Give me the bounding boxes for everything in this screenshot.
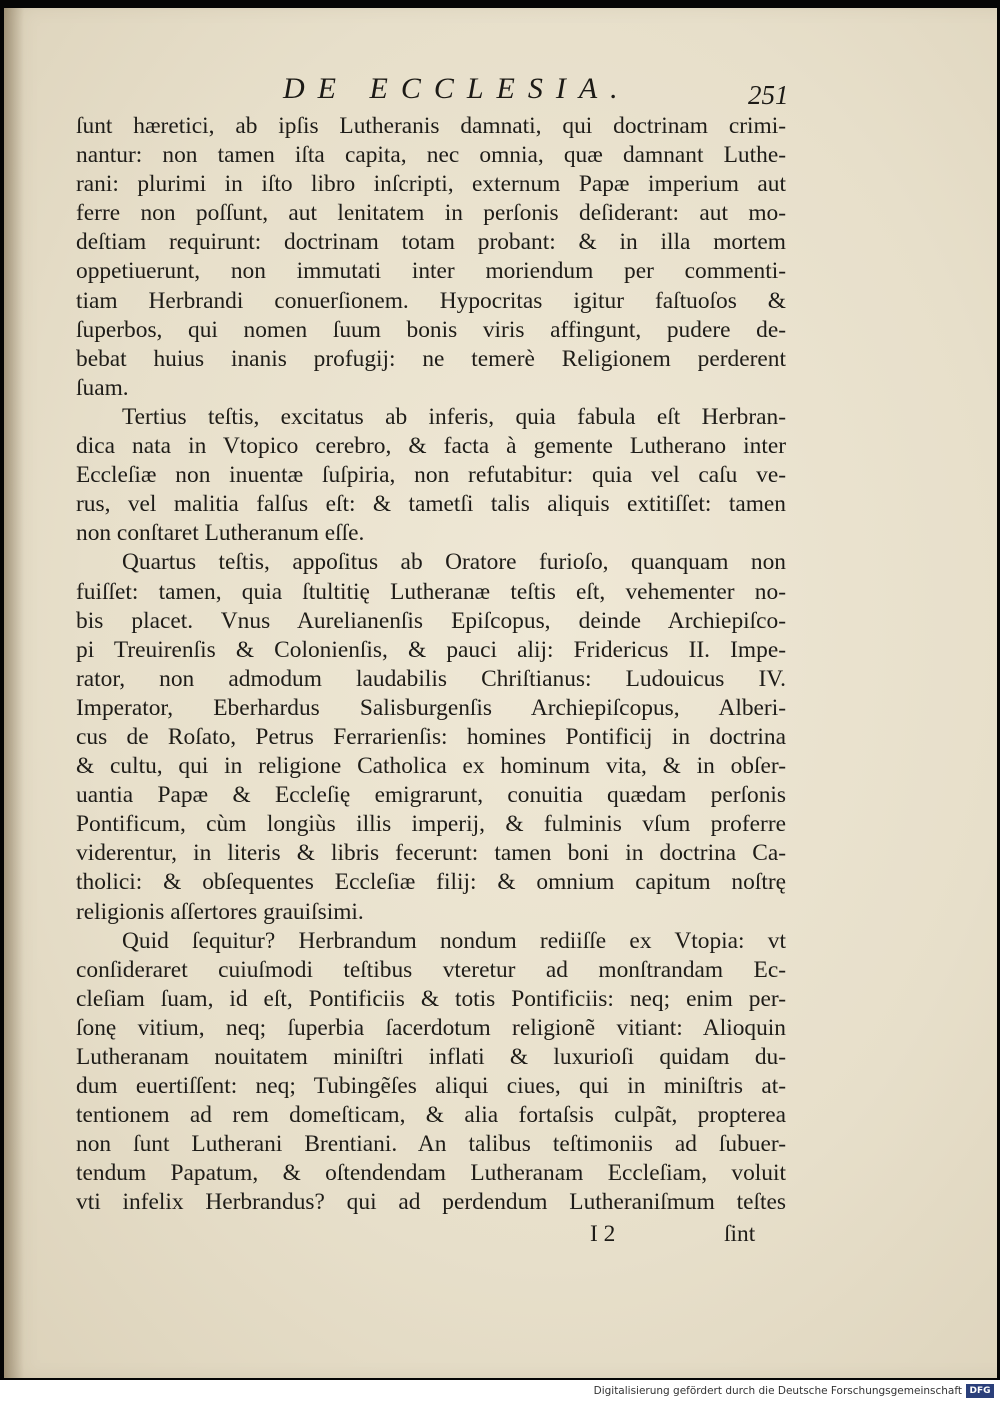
text-line: ſunt hæretici, ab ipſis Lutheranis damnati, qui doctrinam crimi- bbox=[76, 113, 786, 139]
body-text bbox=[76, 112, 786, 1218]
text-line: cus de Roſato, Petrus Ferrarienſis: homines Pontificij in doctrina bbox=[76, 723, 786, 750]
text-line: deſtiam requirunt: doctrinam totam probant: & in illa mortem bbox=[76, 229, 786, 256]
text-line: rus, vel malitia falſus eſt: & tametſi talis aliquis extitiſſet: tamen bbox=[76, 491, 786, 518]
text-line: Lutheranam nouitatem miniſtri inflati & luxurioſi quidam du- bbox=[76, 1044, 786, 1070]
text-line: tendum Papatum, & oſtendendam Lutheranam Eccleſiam, voluit bbox=[76, 1160, 786, 1187]
text-line: Eccleſiæ non inuentæ ſuſpiria, non refutabitur: quia vel caſu ve- bbox=[76, 462, 786, 489]
text-line: Pontificum, cùm longiùs illis imperij, & fulminis vſum proferre bbox=[76, 811, 786, 838]
digitization-note: Digitalisierung gefördert durch die Deutsche Forschungsgemeinschaft bbox=[593, 1385, 962, 1397]
text-line: vti infelix Herbrandus? qui ad perdendum Lutheraniſmum teſtes bbox=[76, 1189, 786, 1216]
text-line: ſuperbos, qui nomen ſuum bonis viris affingunt, pudere de- bbox=[76, 316, 786, 343]
text-line: fuiſſet: tamen, quia ſtultitię Lutheranæ teſtis eſt, vehementer no- bbox=[76, 578, 786, 605]
text-line: tholici: & obſequentes Eccleſiæ filij: & omnium capitum noſtrę bbox=[76, 869, 786, 896]
text-line: uantia Papæ & Eccleſię emigrarunt, conuitia quædam perſonis bbox=[76, 782, 786, 809]
text-line: tentionem ad rem domeſticam, & alia fortaſsis culpãt, propterea bbox=[76, 1102, 786, 1129]
text-line: bis placet. Vnus Aurelianenſis Epiſcopus, deinde Archiepiſco- bbox=[76, 607, 786, 634]
text-line: ſuam. bbox=[76, 374, 129, 401]
text-line: viderentur, in literis & libris fecerunt: tamen boni in doctrina Ca- bbox=[76, 840, 786, 867]
catchword: ſint bbox=[724, 1221, 756, 1247]
text-line: bebat huius inanis profugij: ne temerè Religionem perderent bbox=[76, 345, 786, 372]
text-line: rani: plurimi in iſto libro inſcripti, externum Papæ imperium aut bbox=[76, 171, 786, 198]
text-line: rator, non admodum laudabilis Chriſtianus: Ludouicus IV. bbox=[76, 665, 786, 692]
text-line: ſonę vitium, neq; ſuperbia ſacerdotum religionẽ vitiant: Alioquin bbox=[76, 1014, 786, 1041]
text-line: conſideraret cuiuſmodi teſtibus vteretur ad monſtrandam Ec- bbox=[76, 956, 786, 983]
paragraph-start-line: Quid ſequitur? Herbrandum nondum rediiſſe ex Vtopia: vt bbox=[122, 927, 786, 954]
paragraph-start-line: Quartus teſtis, appoſitus ab Oratore furioſo, quanquam non bbox=[122, 549, 786, 576]
text-line: & cultu, qui in religione Catholica ex hominum vita, & in obſer- bbox=[76, 753, 786, 780]
signature-mark: I 2 bbox=[590, 1221, 616, 1247]
text-line: religionis aſſertores grauiſsimi. bbox=[76, 898, 364, 925]
text-line: dica nata in Vtopico cerebro, & facta à gemente Lutherano inter bbox=[76, 433, 786, 460]
text-line: cleſiam ſuam, id eſt, Pontificiis & totis Pontificiis: neq; enim per- bbox=[76, 985, 786, 1012]
text-line: Imperator, Eberhardus Salisburgenſis Archiepiſcopus, Alberi- bbox=[76, 694, 786, 721]
text-line: pi Treuirenſis & Colonienſis, & pauci alij: Fridericus II. Impe- bbox=[76, 636, 786, 663]
page-number: 251 bbox=[748, 80, 789, 110]
paragraph-start-line: Tertius teſtis, excitatus ab inferis, quia fabula eſt Herbran- bbox=[122, 403, 786, 430]
page-gutter-shadow bbox=[4, 8, 24, 1378]
text-line: tiam Herbrandi conuerſionem. Hypocritas igitur faſtuoſos & bbox=[76, 287, 786, 314]
text-line: ferre non poſſunt, aut lenitatem in perſonis deſiderant: aut mo- bbox=[76, 200, 786, 227]
text-line: non conſtaret Lutheranum eſſe. bbox=[76, 520, 365, 547]
running-head: DE ECCLESIA. bbox=[283, 72, 631, 105]
text-line: non ſunt Lutherani Brentiani. An talibus teſtimoniis ad ſubuer- bbox=[76, 1131, 786, 1158]
dfg-logo: DFG bbox=[966, 1384, 994, 1398]
text-line: oppetiuerunt, non immutati inter moriendum per commenti- bbox=[76, 258, 786, 285]
text-line: dum euertiſſent: neq; Tubingẽſes aliqui ciues, qui in miniſtris at- bbox=[76, 1073, 786, 1100]
text-line: nantur: non tamen iſta capita, nec omnia, quæ damnant Luthe- bbox=[76, 142, 786, 169]
